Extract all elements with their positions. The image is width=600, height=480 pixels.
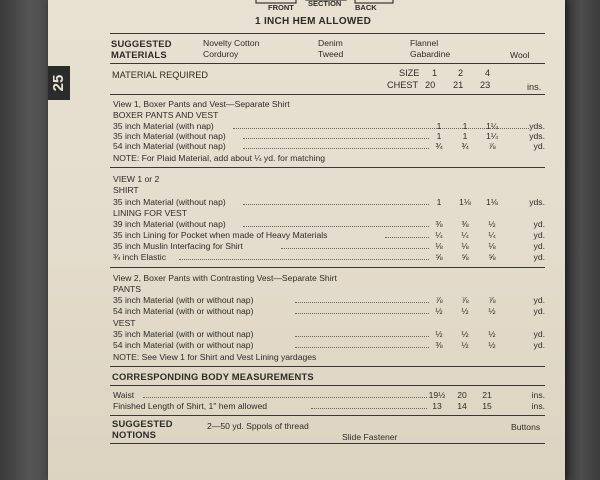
body-measurements-heading: CORRESPONDING BODY MEASUREMENTS	[112, 371, 314, 382]
diagram-back-label: BACK	[355, 3, 377, 12]
row-label: 35 inch Material (with or without nap)	[113, 329, 254, 339]
row-unit: yd.	[533, 230, 545, 240]
leader-dots	[143, 397, 427, 398]
row-unit: yds.	[529, 131, 545, 141]
row-unit: yds.	[529, 121, 545, 131]
row-value: ⅝	[435, 252, 443, 262]
row-value: ½	[461, 340, 469, 350]
row-unit: ins.	[531, 390, 545, 400]
material-item: Gabardine	[410, 49, 451, 59]
material-item: Flannel	[410, 38, 439, 48]
leader-dots	[385, 237, 429, 238]
table-row	[113, 219, 545, 229]
table-row	[113, 230, 545, 240]
row-value: ½	[488, 306, 496, 316]
row-value: 19½	[428, 390, 446, 400]
chest-value: 20	[425, 80, 436, 90]
section-subheading: LINING FOR VEST	[113, 208, 188, 218]
row-value: ¾	[435, 141, 443, 151]
row-value: ¼	[435, 230, 443, 240]
row-value: ½	[488, 219, 496, 229]
material-required-label: MATERIAL REQUIRED	[112, 70, 208, 80]
row-unit: yd.	[533, 141, 545, 151]
row-value: ⅞	[488, 295, 496, 305]
row-label: 54 inch Material (without nap)	[113, 141, 226, 151]
chest-value: 23	[480, 80, 491, 90]
row-label: 35 inch Material (with or without nap)	[113, 295, 254, 305]
row-value: ⅜	[461, 219, 469, 229]
leader-dots	[311, 408, 427, 409]
row-value: ½	[488, 340, 496, 350]
material-item: Novelty Cotton	[203, 38, 260, 48]
row-unit: yd.	[533, 219, 545, 229]
row-unit: yd.	[533, 340, 545, 350]
notion-item: Slide Fastener	[342, 432, 398, 442]
row-value: 1	[436, 131, 442, 141]
divider	[110, 63, 545, 64]
notion-item: Buttons	[511, 422, 541, 432]
table-row	[113, 306, 545, 316]
size-value: 2	[458, 68, 464, 78]
divider	[110, 94, 545, 95]
row-value: ½	[435, 329, 443, 339]
divider	[110, 267, 545, 268]
row-value: 1¼	[486, 121, 498, 131]
page-number: 25	[50, 74, 67, 92]
table-row	[113, 329, 545, 339]
row-value: ⅛	[488, 241, 496, 251]
leader-dots	[295, 347, 429, 348]
row-label: 35 inch Material (with nap)	[113, 121, 214, 131]
row-value: ½	[488, 329, 496, 339]
table-row	[113, 252, 545, 262]
leader-dots	[243, 148, 429, 149]
background-left	[0, 0, 50, 480]
unit-label: ins.	[527, 82, 542, 92]
row-value: 1⅛	[486, 197, 498, 207]
table-row	[113, 241, 545, 251]
suggested-materials-label: MATERIALS	[111, 49, 167, 60]
row-value: ⅞	[488, 141, 496, 151]
table-row	[113, 340, 545, 350]
section-subheading: VEST	[113, 318, 136, 328]
row-value: ⅞	[435, 295, 443, 305]
notion-item: 2—50 yd. Sppols of thread	[207, 421, 309, 431]
section-subheading: SHIRT	[113, 185, 139, 195]
chest-label: CHEST	[387, 80, 419, 90]
size-label: SIZE	[399, 68, 420, 78]
row-value: 1	[436, 121, 442, 131]
row-unit: yd.	[533, 252, 545, 262]
section-subheading: BOXER PANTS AND VEST	[113, 110, 219, 120]
row-value: ⅜	[435, 219, 443, 229]
leader-dots	[243, 226, 429, 227]
table-row	[113, 197, 545, 207]
row-unit: yd.	[533, 295, 545, 305]
leader-dots	[295, 313, 429, 314]
section-subheading: PANTS	[113, 284, 142, 294]
row-unit: yds.	[529, 197, 545, 207]
row-label: 35 inch Material (without nap)	[113, 131, 226, 141]
row-label: 35 inch Muslin Interfacing for Shirt	[113, 241, 243, 251]
row-value: ⅞	[461, 295, 469, 305]
page-number-tab	[48, 66, 70, 100]
background-right	[563, 0, 600, 480]
row-label: 35 inch Material (without nap)	[113, 197, 226, 207]
row-value: 1	[462, 131, 468, 141]
row-unit: yd.	[533, 329, 545, 339]
section-heading: View 1, Boxer Pants and Vest—Separate Shirt	[113, 99, 290, 109]
row-value: 13	[432, 401, 442, 411]
row-value: ⅝	[488, 252, 496, 262]
row-value: ⅛	[435, 241, 443, 251]
diagram-front-label: FRONT	[268, 3, 294, 12]
divider	[110, 415, 545, 416]
row-value: ⅝	[461, 252, 469, 262]
row-unit: yd.	[533, 241, 545, 251]
leader-dots	[243, 138, 429, 139]
size-value: 4	[485, 68, 491, 78]
row-value: 1¼	[486, 131, 498, 141]
row-value: ½	[461, 329, 469, 339]
row-unit: yd.	[533, 306, 545, 316]
row-value: ⅛	[461, 241, 469, 251]
suggested-notions-label: SUGGESTED	[112, 418, 173, 429]
divider	[110, 385, 545, 386]
leader-dots	[295, 302, 429, 303]
row-value: 14	[457, 401, 467, 411]
leader-dots	[179, 259, 429, 260]
table-row	[113, 131, 545, 141]
divider	[110, 33, 545, 34]
material-item: Denim	[318, 38, 343, 48]
row-value: 1	[462, 121, 468, 131]
chest-value: 21	[453, 80, 464, 90]
leader-dots	[243, 204, 429, 205]
row-value: ½	[435, 306, 443, 316]
section-heading: View 2, Boxer Pants with Contrasting Vest—Separate Shirt	[113, 273, 337, 283]
table-row	[113, 121, 545, 131]
row-value: 1	[436, 197, 442, 207]
row-label: 54 inch Material (with or without nap)	[113, 340, 254, 350]
row-label: Waist	[113, 390, 135, 400]
row-label: 39 inch Material (without nap)	[113, 219, 226, 229]
suggested-materials-label: SUGGESTED	[111, 38, 172, 49]
table-row	[113, 295, 545, 305]
divider	[110, 366, 545, 367]
row-value: ¾	[461, 141, 469, 151]
material-item: Tweed	[318, 49, 344, 59]
hem-title: 1 INCH HEM ALLOWED	[255, 16, 372, 27]
divider	[110, 167, 545, 168]
row-label: ¾ inch Elastic	[113, 252, 167, 262]
row-label: Finished Length of Shirt, 1" hem allowed	[113, 401, 268, 411]
row-value: 15	[482, 401, 492, 411]
table-row	[113, 390, 545, 400]
row-value: ¼	[461, 230, 469, 240]
section-heading: VIEW 1 or 2	[113, 174, 160, 184]
material-item: Wool	[510, 50, 530, 60]
table-row	[113, 401, 545, 411]
divider	[110, 443, 545, 444]
leader-dots	[281, 248, 429, 249]
row-value: 21	[482, 390, 492, 400]
suggested-notions-label: NOTIONS	[112, 429, 157, 440]
material-item: Corduroy	[203, 49, 239, 59]
table-row	[113, 141, 545, 151]
row-label: 35 inch Lining for Pocket when made of Heavy Materials	[113, 230, 328, 240]
row-value: 1⅛	[459, 197, 471, 207]
row-value: ¼	[488, 230, 496, 240]
diagram-section-label: SECTION	[308, 0, 342, 8]
row-value: 20	[457, 390, 467, 400]
row-value: ⅜	[435, 340, 443, 350]
section-note: NOTE: For Plaid Material, add about ¼ yd. for matching	[113, 153, 326, 163]
row-value: ½	[461, 306, 469, 316]
row-label: 54 inch Material (with or without nap)	[113, 306, 254, 316]
section-note: NOTE: See View 1 for Shirt and Vest Lining yardages	[113, 352, 317, 362]
leader-dots	[295, 336, 429, 337]
size-value: 1	[432, 68, 438, 78]
row-unit: ins.	[531, 401, 545, 411]
